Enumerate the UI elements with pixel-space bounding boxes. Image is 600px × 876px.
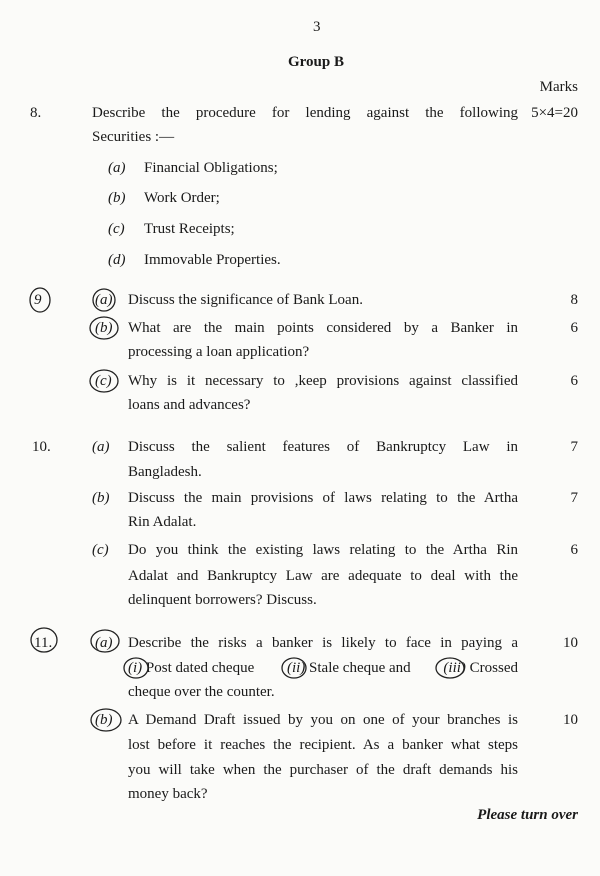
part-marks: 6: [570, 320, 578, 336]
part-label: (b): [92, 490, 110, 506]
footer-note: Please turn over: [477, 807, 578, 823]
question-marks: 5×4=20: [531, 105, 578, 121]
part-marks: 10: [563, 635, 578, 651]
item-text: Work Order;: [144, 190, 220, 206]
part-label: (c): [92, 542, 109, 558]
part-text: A Demand Draft issued by you on one of your branches is: [128, 712, 518, 728]
question-text: Describe the procedure for lending against the following: [92, 105, 518, 121]
question-number: 11.: [34, 635, 53, 651]
part-text: loans and advances?: [128, 397, 251, 413]
item-text: Immovable Properties.: [144, 252, 281, 268]
question-number: 8.: [30, 105, 42, 121]
part-text: Bangladesh.: [128, 464, 202, 480]
subitem-label: (ii): [286, 660, 306, 676]
part-label: (a): [95, 635, 113, 651]
group-title: Group B: [288, 54, 344, 70]
part-text: Discuss the main provisions of laws relating to the Artha: [128, 490, 518, 506]
part-text: lost before it reaches the recipient. As a banker what steps: [128, 737, 518, 753]
part-text: Describe the risks a banker is likely to face in paying a: [128, 635, 518, 651]
item-label: (c): [108, 221, 125, 237]
question-text: Securities :—: [92, 129, 175, 145]
part-marks: 10: [563, 712, 578, 728]
part-marks: 7: [570, 439, 578, 455]
part-text: processing a loan application?: [128, 344, 310, 360]
page-number: 3: [313, 19, 321, 35]
part-text: Rin Adalat.: [128, 514, 197, 530]
part-text: Discuss the salient features of Bankruptcy Law in: [128, 439, 518, 455]
part-text: Discuss the significance of Bank Loan.: [128, 292, 363, 308]
part-marks: 8: [570, 292, 578, 308]
part-text: you will take when the purchaser of the draft demands his: [128, 762, 518, 778]
question-number: 10.: [32, 439, 51, 455]
item-text: Trust Receipts;: [144, 221, 235, 237]
item-label: (a): [108, 160, 126, 176]
part-text: What are the main points considered by a Banker in: [128, 320, 518, 336]
part-label: (a): [92, 439, 110, 455]
part-marks: 6: [570, 542, 578, 558]
part-text: Adalat and Bankruptcy Law are adequate to deal with the: [128, 568, 518, 584]
part-subitems-line: [128, 659, 518, 677]
part-text: delinquent borrowers? Discuss.: [128, 592, 317, 608]
subitem-label: (iii): [443, 660, 466, 676]
part-text: cheque over the counter.: [128, 684, 275, 700]
part-text: Do you think the existing laws relating to the Artha Rin: [128, 542, 518, 558]
part-label: (a): [95, 292, 113, 308]
part-label: (c): [95, 373, 112, 389]
part-text: Why is it necessary to ,keep provisions against classified: [128, 373, 518, 389]
marks-header: Marks: [539, 79, 578, 95]
subitem-label: (i): [128, 660, 143, 676]
part-label: (b): [95, 320, 113, 336]
part-text: money back?: [128, 786, 208, 802]
question-number: 9: [34, 292, 42, 308]
part-marks: 6: [570, 373, 578, 389]
item-label: (d): [108, 252, 126, 268]
subitem-text: Stale cheque and: [309, 660, 411, 676]
part-marks: 7: [570, 490, 578, 506]
item-label: (b): [108, 190, 126, 206]
subitem-text: Crossed: [469, 660, 518, 676]
subitem-text: Post dated cheque: [145, 660, 255, 676]
item-text: Financial Obligations;: [144, 160, 278, 176]
part-label: (b): [95, 712, 113, 728]
